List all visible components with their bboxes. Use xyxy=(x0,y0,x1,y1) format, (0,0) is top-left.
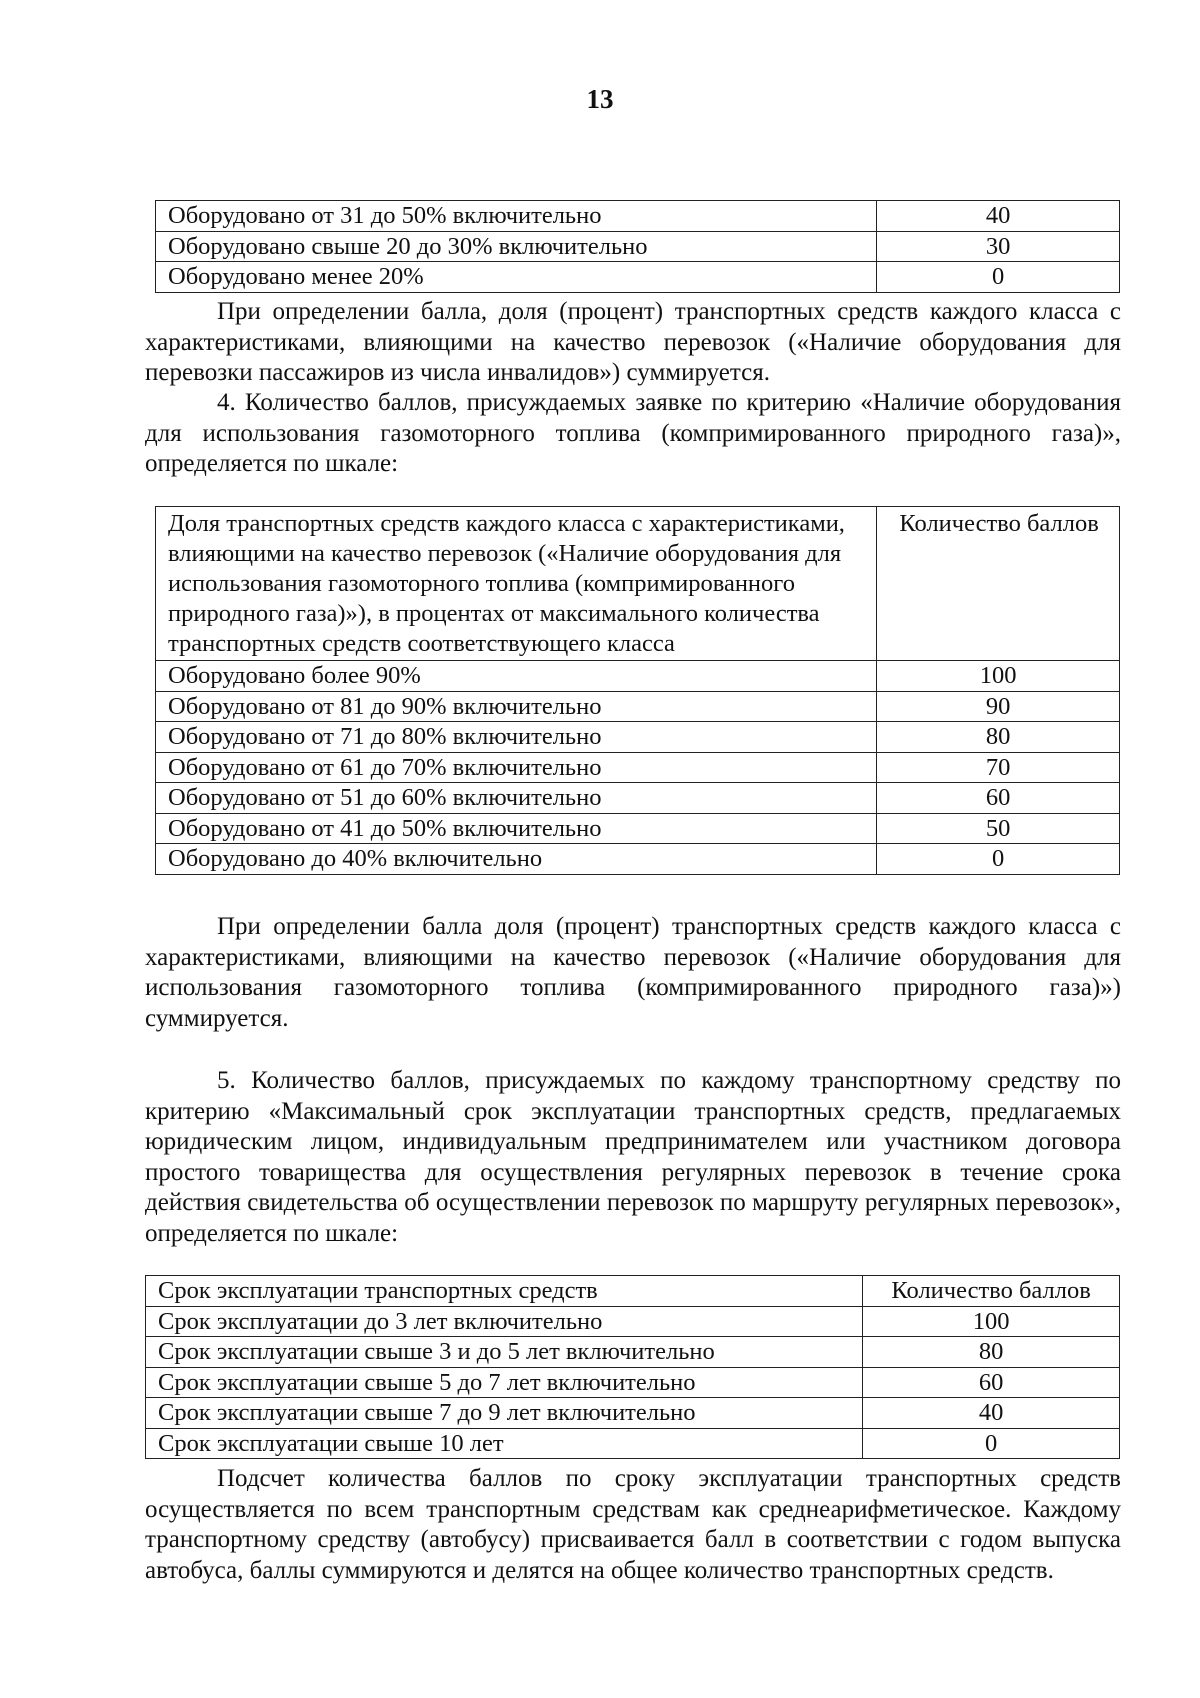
row-value: 0 xyxy=(877,262,1120,293)
row-label: Оборудовано от 71 до 80% включительно xyxy=(156,722,877,753)
row-label: Срок эксплуатации свыше 7 до 9 лет включительно xyxy=(146,1398,863,1429)
table-row xyxy=(156,813,1120,844)
row-value: 100 xyxy=(877,661,1120,692)
header-label: Срок эксплуатации транспортных средств xyxy=(146,1276,863,1307)
row-value: 30 xyxy=(877,231,1120,262)
row-value: 70 xyxy=(877,752,1120,783)
row-label: Срок эксплуатации свыше 5 до 7 лет включительно xyxy=(146,1367,863,1398)
table-row xyxy=(156,783,1120,814)
table-row xyxy=(156,844,1120,875)
table-row xyxy=(156,661,1120,692)
paragraph-gas-fuel-summation: При определении балла доля (процент) транспортных средств каждого класса с характеристиками, влияющими на качество перевозок («Наличие оборудования для использования газомоторного топлива (компримированного природного газа)») суммируется. xyxy=(145,913,1121,1032)
table-row xyxy=(146,1398,1120,1429)
gas-fuel-equipment-score-table xyxy=(155,506,1120,875)
header-label: Доля транспортных средств каждого класса с характеристиками, влияющими на качество перевозок («Наличие оборудования для использования газомоторного топлива (компримированного природного газа)»), в процентах от максимального количества транспортных средств соответствующего класса xyxy=(156,507,877,661)
table-row xyxy=(156,752,1120,783)
header-value: Количество баллов xyxy=(863,1276,1120,1307)
row-label: Оборудовано свыше 20 до 30% включительно xyxy=(156,231,877,262)
table-row xyxy=(156,201,1120,232)
table-row xyxy=(156,231,1120,262)
row-value: 0 xyxy=(863,1428,1120,1459)
paragraph-criterion-5: 5. Количество баллов, присуждаемых по каждому транспортному средству по критерию «Максимальный срок эксплуатации транспортных средств, предлагаемых юридическим лицом, индивидуальным предпринимателем или участником договора простого товарищества для осуществления регулярных перевозок в течение срока действия свидетельства об осуществлении перевозок по маршруту регулярных перевозок», определяется по шкале: xyxy=(145,1067,1121,1247)
row-value: 80 xyxy=(877,722,1120,753)
service-life-score-table xyxy=(145,1275,1120,1459)
row-value: 0 xyxy=(877,844,1120,875)
row-label: Срок эксплуатации до 3 лет включительно xyxy=(146,1306,863,1337)
page-number: 13 xyxy=(586,84,614,114)
table-row xyxy=(156,691,1120,722)
table-header-row xyxy=(156,507,1120,661)
table-row xyxy=(146,1306,1120,1337)
row-label: Срок эксплуатации свыше 3 и до 5 лет включительно xyxy=(146,1337,863,1368)
paragraph-criterion-4: 4. Количество баллов, присуждаемых заявке по критерию «Наличие оборудования для использования газомоторного топлива (компримированного природного газа)», определяется по шкале: xyxy=(145,389,1121,477)
row-value: 50 xyxy=(877,813,1120,844)
row-value: 40 xyxy=(877,201,1120,232)
row-value: 100 xyxy=(863,1306,1120,1337)
row-label: Оборудовано от 41 до 50% включительно xyxy=(156,813,877,844)
row-label: Оборудовано от 61 до 70% включительно xyxy=(156,752,877,783)
table-row xyxy=(146,1337,1120,1368)
row-label: Оборудовано от 51 до 60% включительно xyxy=(156,783,877,814)
row-value: 90 xyxy=(877,691,1120,722)
row-label: Оборудовано более 90% xyxy=(156,661,877,692)
table-row xyxy=(156,722,1120,753)
row-value: 60 xyxy=(877,783,1120,814)
paragraph-service-life-calculation: Подсчет количества баллов по сроку эксплуатации транспортных средств осуществляется по всем транспортным средствам как среднеарифметическое. Каждому транспортному средству (автобусу) присваивается балл в соответствии с годом выпуска автобуса, баллы суммируются и делятся на общее количество транспортных средств. xyxy=(145,1465,1121,1584)
paragraph-disabled-equipment-summation: При определении балла, доля (процент) транспортных средств каждого класса с характеристиками, влияющими на качество перевозок («Наличие оборудования для перевозки пассажиров из числа инвалидов») суммируется. xyxy=(145,298,1121,386)
table-row xyxy=(146,1428,1120,1459)
table-row xyxy=(156,262,1120,293)
row-label: Оборудовано от 31 до 50% включительно xyxy=(156,201,877,232)
row-label: Оборудовано от 81 до 90% включительно xyxy=(156,691,877,722)
header-value: Количество баллов xyxy=(877,507,1120,661)
row-value: 80 xyxy=(863,1337,1120,1368)
table-row xyxy=(146,1367,1120,1398)
equipment-score-table-continued xyxy=(155,200,1120,293)
row-value: 40 xyxy=(863,1398,1120,1429)
row-label: Срок эксплуатации свыше 10 лет xyxy=(146,1428,863,1459)
row-label: Оборудовано до 40% включительно xyxy=(156,844,877,875)
row-value: 60 xyxy=(863,1367,1120,1398)
table-header-row xyxy=(146,1276,1120,1307)
row-label: Оборудовано менее 20% xyxy=(156,262,877,293)
